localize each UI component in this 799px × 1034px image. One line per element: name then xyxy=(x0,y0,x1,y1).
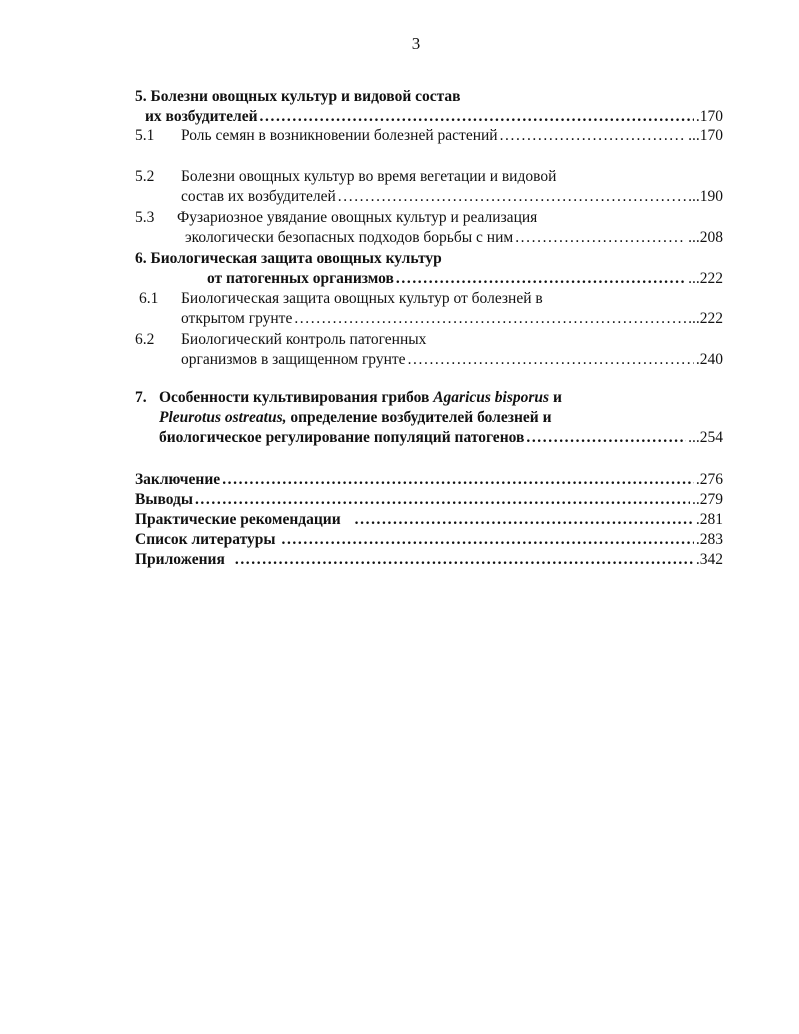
section-number: 6.1 xyxy=(139,290,159,307)
toc-entry-7 xyxy=(135,388,723,448)
section-title-cont: определение возбудителей болезней и xyxy=(290,409,552,426)
section-title: Практические рекомендации xyxy=(135,511,341,528)
leader-dots xyxy=(235,550,694,570)
leader-dots xyxy=(260,107,694,127)
toc-entry-5-3 xyxy=(135,208,723,248)
section-title: Заключение xyxy=(135,471,221,488)
section-title: Список литературы xyxy=(135,531,276,548)
page-ref: .276 xyxy=(695,471,723,488)
section-title: Биологическая защита овощных культур xyxy=(150,250,442,267)
toc-entry-5-2 xyxy=(135,167,723,207)
toc-entry-5-1 xyxy=(135,126,723,146)
leader-dots xyxy=(195,490,690,510)
leader-dots xyxy=(500,126,687,146)
section-number: 6. xyxy=(135,250,147,267)
section-title-and: и xyxy=(552,389,562,406)
toc-entry-6-2 xyxy=(135,330,723,370)
leader-dots xyxy=(281,530,693,550)
toc-findings xyxy=(135,490,723,510)
section-title: Биологическая защита овощных культур от болезней в xyxy=(181,290,543,307)
section-title-cont: открытом грунте xyxy=(181,310,293,327)
section-title-cont: от патогенных организмов xyxy=(207,270,394,287)
page-ref: ...208 xyxy=(688,229,723,246)
leader-dots xyxy=(338,187,686,207)
section-number: 5.1 xyxy=(135,127,155,144)
section-title-cont: их возбудителей xyxy=(145,108,258,125)
section-title-cont: экологически безопасных подходов борьбы с ним xyxy=(185,229,514,246)
page-number: 3 xyxy=(411,34,421,53)
section-number: 5.3 xyxy=(135,209,155,226)
section-title: Роль семян в возникновении болезней растений xyxy=(181,127,498,144)
section-title-cont: состав их возбудителей xyxy=(181,188,336,205)
leader-dots xyxy=(515,228,686,248)
toc-recommendations xyxy=(135,510,723,530)
section-number: 5. xyxy=(135,88,147,105)
species-name: Pleurotus ostreatus, xyxy=(159,409,287,426)
section-title-cont: биологическое регулирование популяций патогенов xyxy=(159,429,525,446)
section-title: Биологический контроль патогенных xyxy=(181,331,427,348)
page-ref: ...170 xyxy=(688,127,723,144)
leader-dots xyxy=(396,269,686,289)
page-ref: ...222 xyxy=(688,310,723,327)
leader-dots xyxy=(222,470,694,490)
section-title: Приложения xyxy=(135,551,225,568)
toc-appendices xyxy=(135,550,723,570)
section-title: Выводы xyxy=(135,491,193,508)
toc-entry-6 xyxy=(135,249,723,289)
page-ref: .283 xyxy=(695,531,723,548)
page-ref: .281 xyxy=(695,511,723,528)
leader-dots xyxy=(408,350,694,370)
leader-dots xyxy=(294,309,686,329)
leader-dots xyxy=(526,428,686,448)
toc-references xyxy=(135,530,723,550)
section-title: Фузариозное увядание овощных культур и реализация xyxy=(177,209,538,226)
section-title: Особенности культивирования грибов xyxy=(159,389,430,406)
page-ref: .342 xyxy=(695,551,723,568)
toc-entry-5 xyxy=(135,87,723,127)
section-title: Болезни овощных культур во время вегетации и видовой xyxy=(181,168,557,185)
section-number: 6.2 xyxy=(135,331,155,348)
page-ref: ...222 xyxy=(688,270,723,287)
leader-dots xyxy=(355,510,694,530)
toc-conclusion xyxy=(135,470,723,490)
section-title-cont: организмов в защищенном грунте xyxy=(181,351,406,368)
section-title: Болезни овощных культур и видовой состав xyxy=(150,88,461,105)
page-ref: .240 xyxy=(695,351,723,368)
page-ref: ...254 xyxy=(688,429,723,446)
page-ref: ...190 xyxy=(688,188,723,205)
page-ref: ..279 xyxy=(692,491,723,508)
section-number: 5.2 xyxy=(135,168,155,185)
section-number: 7. xyxy=(135,389,147,406)
species-name: Agaricus bisporus xyxy=(433,389,550,406)
page-ref: .170 xyxy=(695,108,723,125)
toc-entry-6-1 xyxy=(135,289,723,329)
